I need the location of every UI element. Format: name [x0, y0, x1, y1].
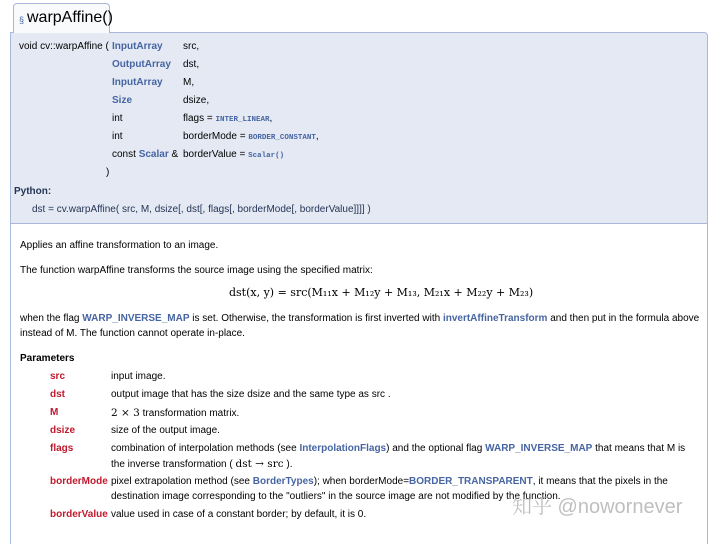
param-type-link[interactable]: Size — [112, 95, 133, 106]
param-desc-bordermode-line2: destination image corresponding to the "outliers" in the source image are not modified by the function. — [111, 491, 561, 502]
param-type: int — [112, 131, 123, 142]
warp-inverse-map-link[interactable]: WARP_INVERSE_MAP — [485, 443, 593, 454]
param-name: src, — [183, 41, 200, 52]
param-name: flags = — [183, 113, 216, 124]
border-types-link[interactable]: BorderTypes — [252, 476, 314, 487]
watermark-text: 知乎 @nowornever — [512, 496, 683, 518]
param-suffix: , — [315, 131, 319, 142]
border-transparent-link[interactable]: BORDER_TRANSPARENT — [409, 476, 533, 487]
inverse-map-paragraph — [20, 313, 699, 325]
param-default-value[interactable]: Scalar() — [248, 152, 285, 160]
param-type-link[interactable]: OutputArray — [112, 59, 171, 70]
param-type-suffix: & — [168, 149, 179, 160]
param-default-line — [183, 149, 284, 162]
param-type-link[interactable]: Scalar — [138, 149, 169, 160]
param-label-m: M — [50, 407, 59, 418]
section-anchor-icon[interactable]: § — [19, 15, 25, 25]
param-label-dst: dst — [50, 389, 65, 400]
param-desc-flags-line2 — [111, 458, 292, 471]
math-fragment: 2 × 3 — [111, 407, 140, 419]
param-label-dsize: dsize — [50, 425, 76, 436]
text-fragment: that means that M is — [592, 443, 686, 454]
text-fragment: ); when borderMode= — [313, 476, 410, 487]
invert-affine-transform-link[interactable]: invertAffineTransform — [442, 313, 548, 324]
prototype-prefix: void cv::warpAffine ( — [19, 41, 109, 52]
text-fragment: transformation matrix. — [139, 408, 240, 419]
param-default-value[interactable]: INTER_LINEAR — [215, 116, 270, 124]
function-title-tab — [13, 3, 113, 33]
text-fragment: combination of interpolation methods (see — [111, 443, 300, 454]
param-name: dst, — [183, 59, 200, 70]
text-fragment: , it means that the pixels in the — [532, 476, 668, 487]
intro-text: Applies an affine transformation to an image. — [20, 240, 219, 251]
description-paragraph: The function warpAffine transforms the source image using the specified matrix: — [20, 265, 373, 276]
param-desc-flags — [111, 443, 685, 455]
param-desc-bordermode — [111, 476, 668, 488]
param-label-bordermode: borderMode — [50, 476, 108, 487]
param-default-value[interactable]: BORDER_CONSTANT — [248, 134, 316, 142]
param-label-flags: flags — [50, 443, 74, 454]
param-desc-m — [111, 407, 239, 420]
interpolation-flags-link[interactable]: InterpolationFlags — [299, 443, 387, 454]
param-type-prefix: const — [112, 149, 139, 160]
param-type-line — [112, 149, 178, 161]
text-fragment: and then put in the formula above — [547, 313, 700, 324]
param-default-line — [183, 113, 272, 126]
parameters-heading: Parameters — [20, 353, 75, 364]
param-name: M, — [183, 77, 195, 88]
param-desc-dst: output image that has the size dsize and the same type as src . — [111, 389, 391, 400]
prototype-close: ) — [106, 167, 110, 178]
param-label-src: src — [50, 371, 66, 382]
function-title: warpAffine() — [27, 9, 113, 26]
prototype-box — [10, 32, 708, 224]
text-fragment: pixel extrapolation method (see — [111, 476, 253, 487]
transformation-formula: dst(x, y) = src(M₁₁x + M₁₂y + M₁₃, M₂₁x + M₂₂y + M₂₃) — [229, 286, 534, 299]
param-type-link[interactable]: InputArray — [112, 41, 163, 52]
text-fragment: ) and the optional flag — [386, 443, 486, 454]
text-fragment: is set. Otherwise, the transformation is first inverted with — [189, 313, 443, 324]
param-name: borderMode = — [183, 131, 249, 142]
param-desc-bordervalue: value used in case of a constant border; by default, it is 0. — [111, 509, 367, 520]
param-label-bordervalue: borderValue — [50, 509, 108, 520]
inverse-map-paragraph-line2: instead of M. The function cannot operate in-place. — [20, 328, 245, 339]
text-fragment: ). — [283, 459, 293, 470]
param-name: dsize, — [183, 95, 210, 106]
param-type: int — [112, 113, 123, 124]
text-fragment: the inverse transformation ( — [111, 459, 236, 470]
python-label: Python: — [14, 186, 52, 197]
warp-inverse-map-link[interactable]: WARP_INVERSE_MAP — [82, 313, 190, 324]
param-type-link[interactable]: InputArray — [112, 77, 163, 88]
math-fragment: dst → src — [235, 458, 284, 470]
param-default-line — [183, 131, 319, 144]
param-name: borderValue = — [183, 149, 249, 160]
param-desc-dsize: size of the output image. — [111, 425, 220, 436]
python-signature: dst = cv.warpAffine( src, M, dsize[, dst[, flags[, borderMode[, borderValue]]]] ) — [32, 204, 371, 215]
param-suffix: , — [269, 113, 273, 124]
param-desc-src: input image. — [111, 371, 166, 382]
text-fragment: when the flag — [20, 313, 83, 324]
